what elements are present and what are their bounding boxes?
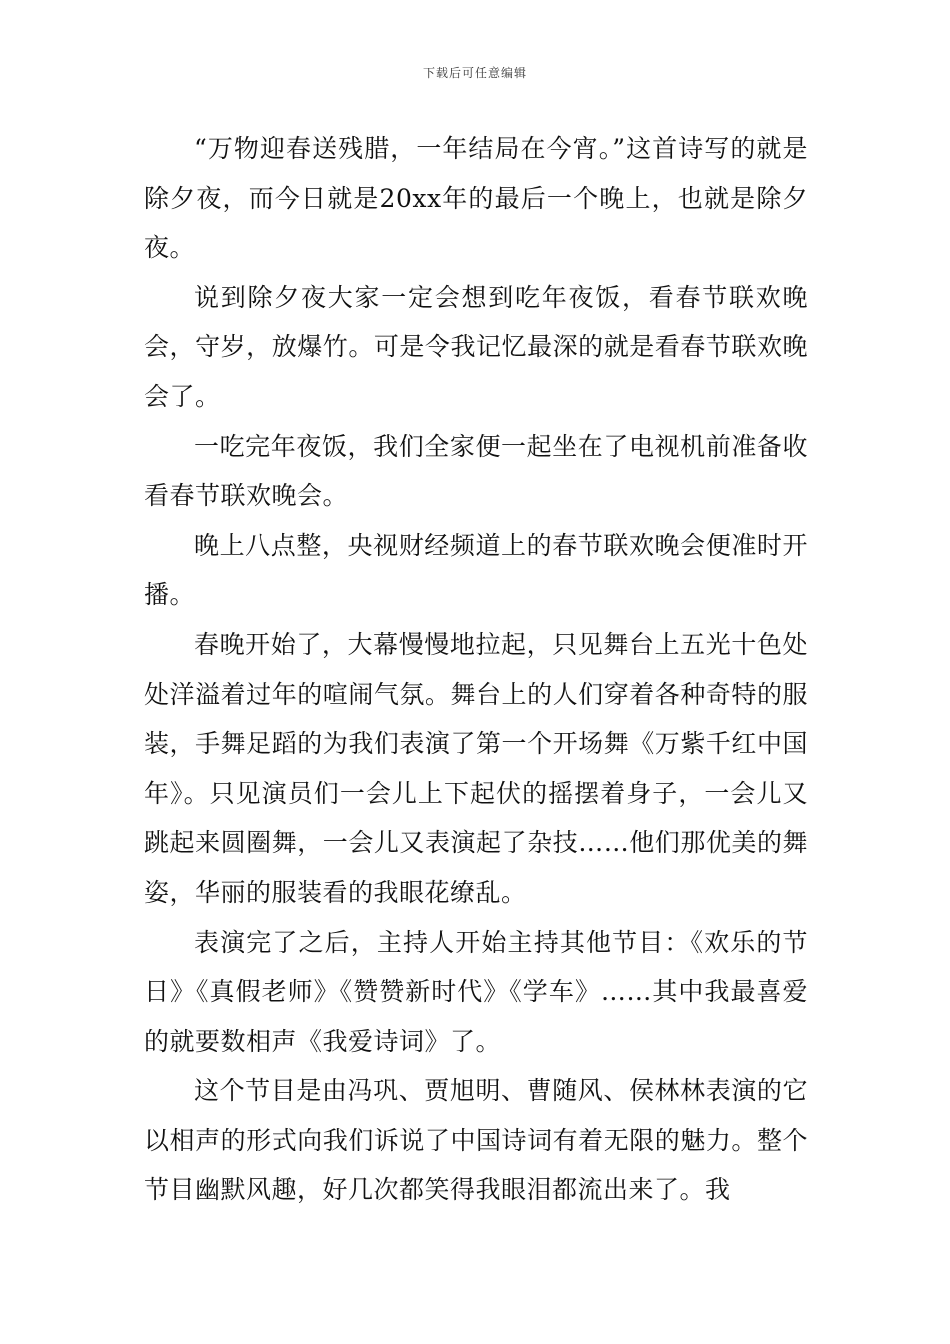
page-header: 下载后可任意编辑 [422,66,527,80]
paragraph-6: 表演完了之后，主持人开始主持其他节目：《欢乐的节日》《真假老师》《赞赞新时代》《学车》……其中我最喜爱的就要数相声《我爱诗词》了。 [144,927,808,1056]
paragraph-5: 春晚开始了，大幕慢慢地拉起，只见舞台上五光十色处处洋溢着过年的喧闹气氛。舞台上的人们穿着各种奇特的服装，手舞足蹈的为我们表演了第一个开场舞《万紫千红中国年》。只见演员们一会儿上下起伏的摇摆着身子，一会儿又跳起来圆圈舞，一会儿又表演起了杂技……他们那优美的舞姿，华丽的服装看的我眼花缭乱。 [144,629,808,907]
paragraph-4: 晚上八点整，央视财经频道上的春节联欢晚会便准时开播。 [144,530,808,610]
paragraph-1: “万物迎春送残腊，一年结局在今宵。”这首诗写的就是除夕夜，而今日就是20xx年的最后一个晚上，也就是除夕夜。 [144,134,808,263]
paragraph-7: 这个节目是由冯巩、贾旭明、曹随风、侯林林表演的它以相声的形式向我们诉说了中国诗词有着无限的魅力。整个节目幽默风趣，好几次都笑得我眼泪都流出来了。我 [144,1076,808,1205]
paragraph-2: 说到除夕夜大家一定会想到吃年夜饭，看春节联欢晚会，守岁，放爆竹。可是令我记忆最深的就是看春节联欢晚会了。 [144,282,808,411]
document-body [144,124,808,1215]
paragraph-3: 一吃完年夜饭，我们全家便一起坐在了电视机前准备收看春节联欢晚会。 [144,431,808,511]
